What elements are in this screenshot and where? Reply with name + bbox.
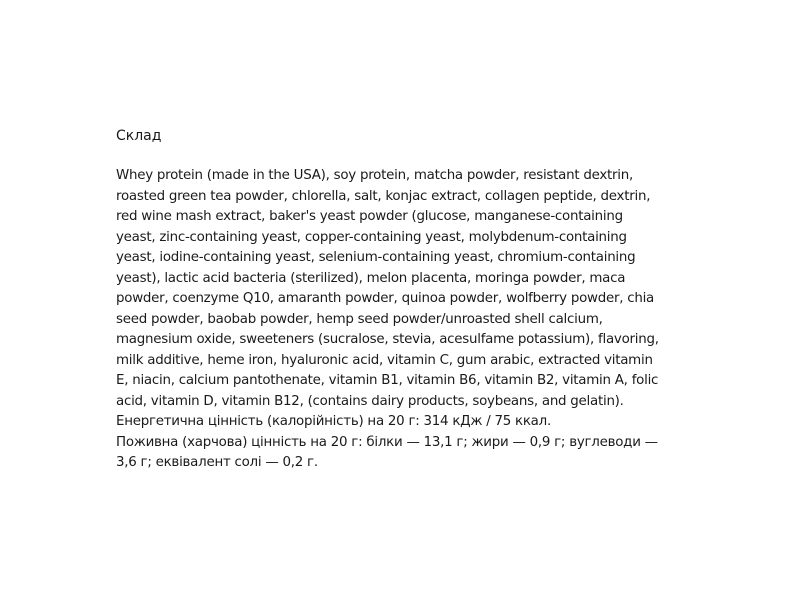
energy-value-line: Енергетична цінність (калорійність) на 20 г: 314 кДж / 75 ккал. [116,414,551,429]
composition-line: Whey protein (made in the USA), soy protein, matcha powder, resistant dextrin, [116,168,634,183]
composition-line: E, niacin, calcium pantothenate, vitamin B1, vitamin B6, vitamin B2, vitamin A, folic [116,373,659,388]
composition-line: yeast, iodine-containing yeast, selenium-containing yeast, chromium-containing [116,250,636,265]
nutrition-value-line: Поживна (харчова) цінність на 20 г: білки — 13,1 г; жири — 0,9 г; вуглеводи — [116,434,658,450]
composition-line: yeast, zinc-containing yeast, copper-containing yeast, molybdenum-containing [116,229,627,245]
composition-line: acid, vitamin D, vitamin B12, (contains dairy products, soybeans, and gelatin). [116,393,624,409]
composition-line: milk additive, heme iron, hyaluronic acid, vitamin C, gum arabic, extracted vitamin [116,352,653,368]
section-title: Склад [116,128,162,144]
composition-section [116,126,696,474]
composition-line: roasted green tea powder, chlorella, salt, konjac extract, collagen peptide, dextrin, [116,188,651,204]
composition-line: yeast), lactic acid bacteria (sterilized), melon placenta, moringa powder, maca [116,270,626,286]
composition-line: red wine mash extract, baker's yeast powder (glucose, manganese-containing [116,209,623,224]
composition-text [116,166,696,474]
composition-line: powder, coenzyme Q10, amaranth powder, quinoa powder, wolfberry powder, chia [116,291,655,306]
composition-line: seed powder, baobab powder, hemp seed powder/unroasted shell calcium, [116,311,603,327]
nutrition-value-line: 3,6 г; еквівалент солі — 0,2 г. [116,455,318,470]
composition-line: magnesium oxide, sweeteners (sucralose, stevia, acesulfame potassium), flavoring, [116,332,659,347]
